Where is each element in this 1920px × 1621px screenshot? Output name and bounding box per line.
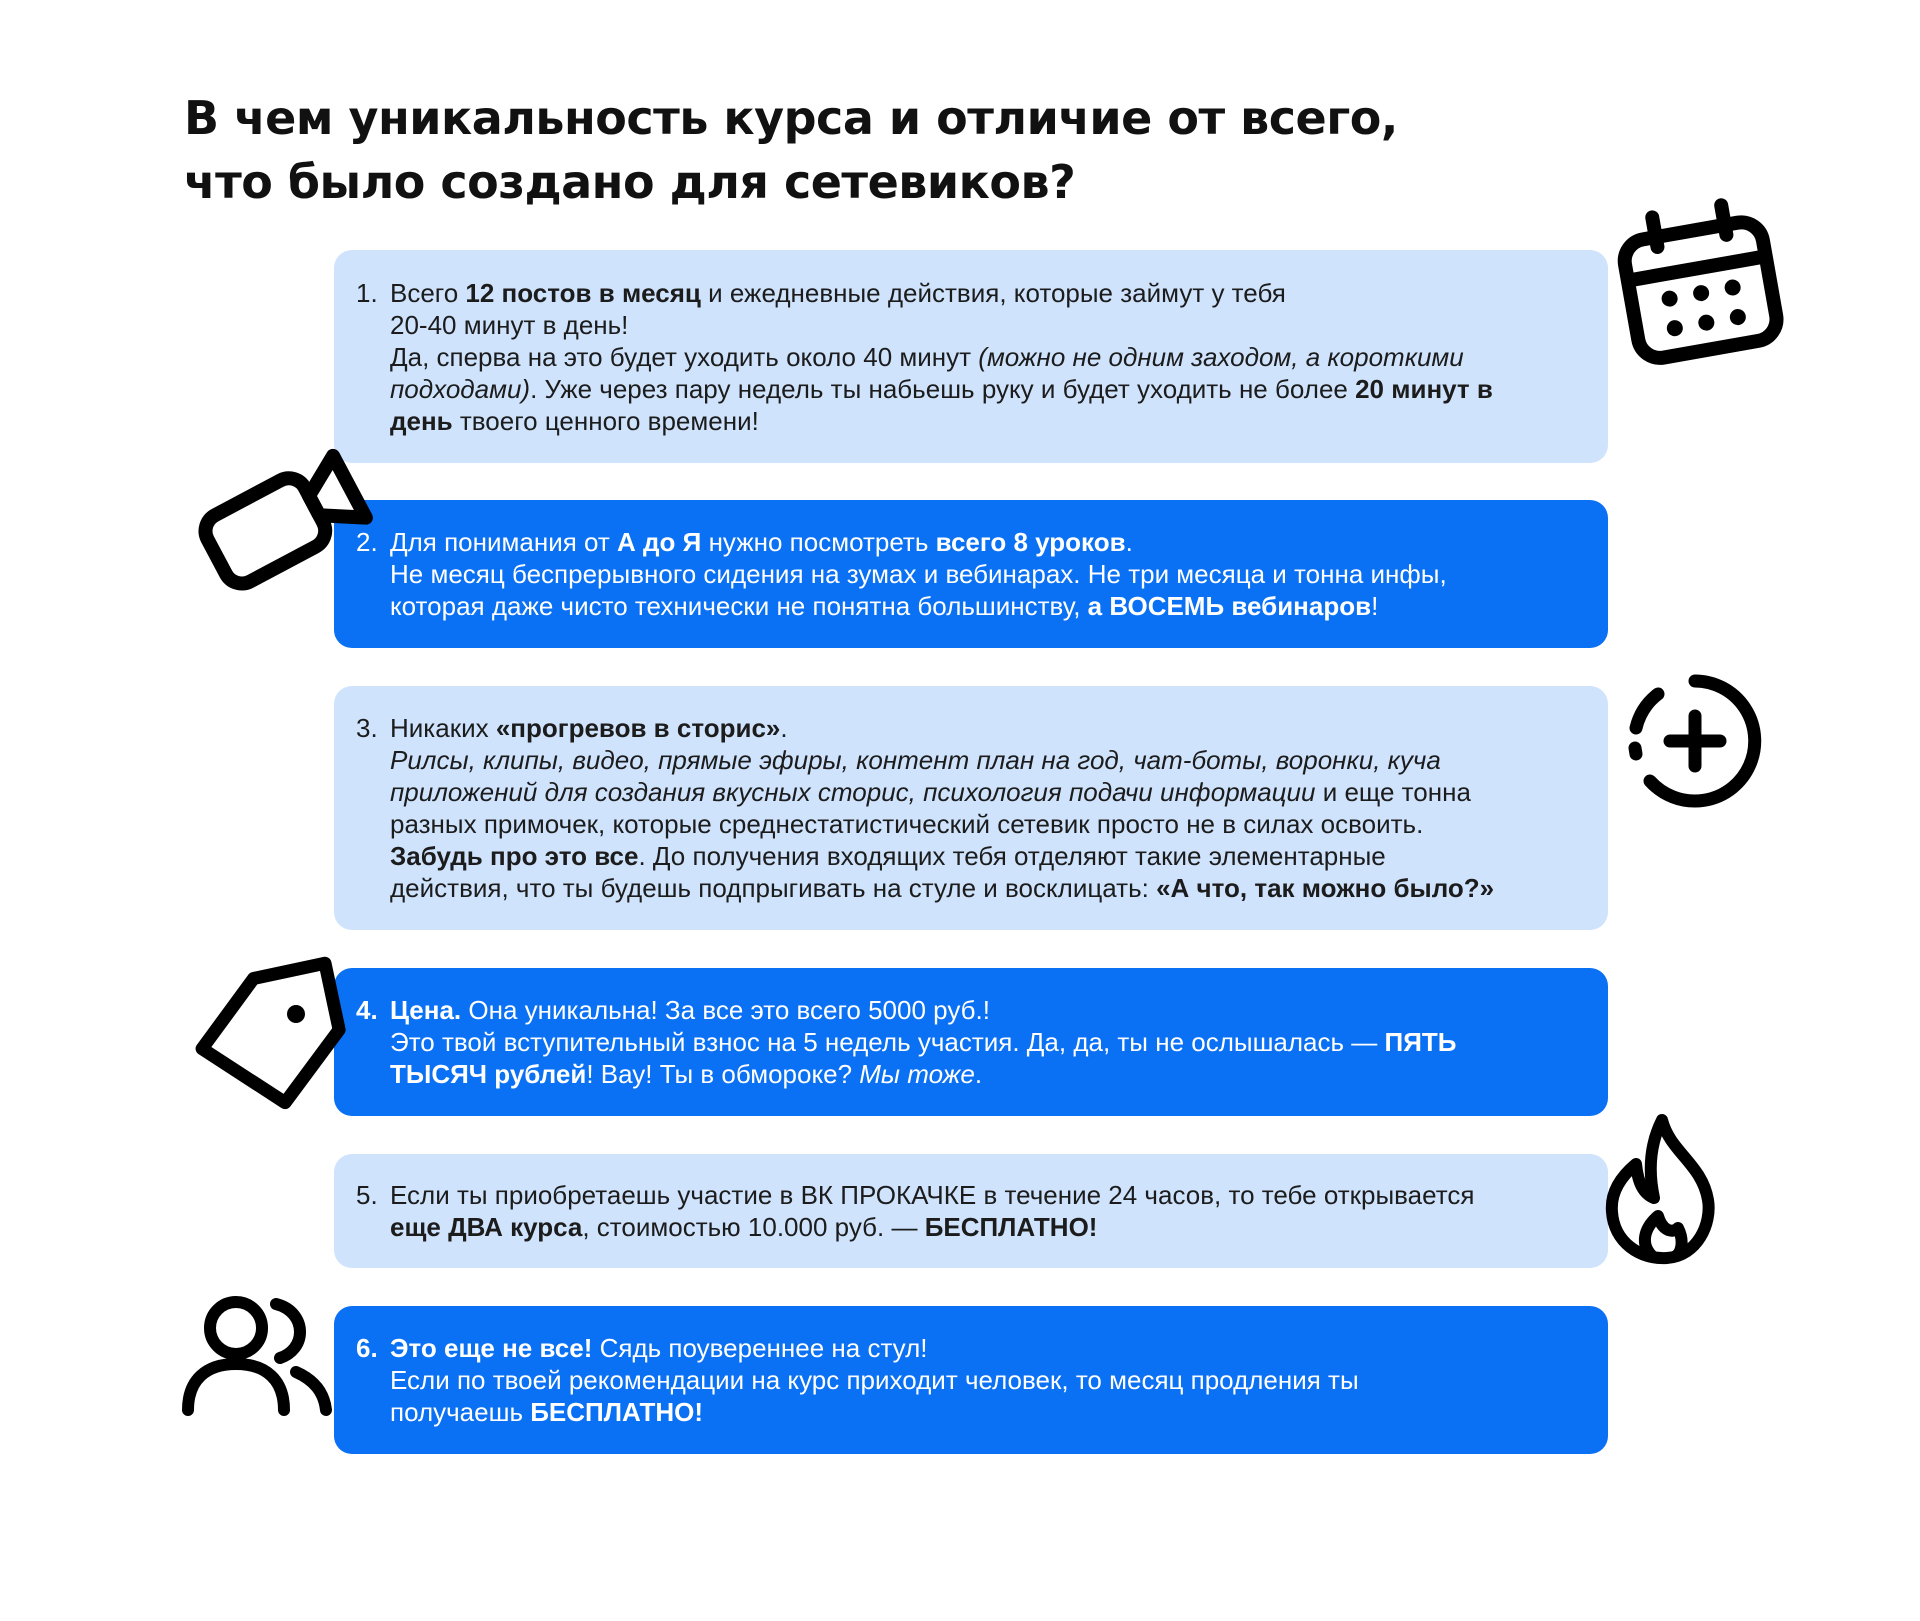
text-line: [390, 558, 1447, 590]
feature-card-2: [334, 500, 1608, 648]
item-number: 4.: [356, 995, 378, 1025]
text-line: [390, 808, 1494, 840]
text-line: [390, 309, 1493, 341]
bold-text: БЕСПЛАТНО!: [924, 1212, 1098, 1242]
price-tag-icon: [182, 956, 362, 1116]
item-number: 6.: [356, 1333, 378, 1363]
text-line: [390, 405, 1493, 437]
text-line: [390, 872, 1494, 904]
text-line: [390, 776, 1494, 808]
text-segment: !: [1371, 591, 1379, 621]
text-line: [390, 277, 1493, 309]
feature-card-6: [334, 1306, 1608, 1454]
item-text: [390, 277, 1493, 437]
italic-text: Мы тоже: [859, 1059, 975, 1089]
text-line: [390, 1396, 1359, 1428]
text-segment: Если по твоей рекомендации на курс приходит человек, то месяц продления ты: [390, 1365, 1359, 1395]
item-text: [390, 526, 1447, 622]
text-segment: получаешь: [390, 1397, 531, 1427]
text-line: [390, 1332, 1359, 1364]
item-number: 5.: [356, 1180, 378, 1210]
text-segment: Сядь поувереннее на стул!: [592, 1333, 928, 1363]
text-line: [390, 1026, 1456, 1058]
bold-text: ПЯТЬ: [1384, 1027, 1457, 1057]
feature-card-1: [334, 250, 1608, 463]
bold-text: а ВОСЕМЬ вебинаров: [1087, 591, 1372, 621]
text-line: [390, 1364, 1359, 1396]
text-segment: твоего ценного времени!: [452, 405, 759, 436]
text-segment: 20-40 минут в день!: [390, 309, 629, 340]
feature-card-5: [334, 1154, 1608, 1268]
bold-text: Цена.: [390, 995, 462, 1025]
text-segment: , стоимостью 10.000 руб. —: [582, 1212, 925, 1242]
video-camera-icon: [188, 444, 368, 594]
feature-card-3: [334, 686, 1608, 930]
text-segment: Никаких: [390, 713, 496, 743]
text-line: [390, 840, 1494, 872]
text-segment: действия, что ты будешь подпрыгивать на стуле и восклицать:: [390, 873, 1157, 903]
bold-text: еще ДВА курса: [390, 1212, 583, 1242]
item-text: [390, 712, 1494, 904]
text-segment: Не месяц беспрерывного сидения на зумах и вебинарах. Не три месяца и тонна инфы,: [390, 559, 1447, 589]
text-line: [390, 994, 1456, 1026]
text-line: [390, 712, 1494, 744]
text-line: [390, 1058, 1456, 1090]
page-title: [184, 86, 1398, 214]
text-segment: Да, сперва на это будет уходить около 40 минут: [390, 341, 979, 372]
bold-text: 20 минут в: [1355, 373, 1493, 404]
title-line-1: В чем уникальность курса и отличие от всего,: [184, 91, 1398, 145]
text-segment: и ежедневные действия, которые займут у тебя: [700, 277, 1286, 308]
text-line: [390, 744, 1494, 776]
text-line: [390, 373, 1493, 405]
item-number: 3.: [356, 713, 378, 743]
bold-text: Забудь про это все: [390, 841, 639, 871]
text-segment: разных примочек, которые среднестатистический сетевик просто не в силах освоить.: [390, 809, 1424, 839]
text-segment: и еще тонна: [1315, 777, 1471, 807]
text-segment: которая даже чисто технически не понятна большинству,: [390, 591, 1088, 621]
add-circle-icon: [1620, 666, 1770, 816]
bold-text: Это еще не все!: [390, 1333, 593, 1363]
bold-text: ТЫСЯЧ рублей: [390, 1059, 587, 1089]
text-segment: . До получения входящих тебя отделяют такие элементарные: [638, 841, 1386, 871]
text-segment: Для понимания от: [390, 527, 618, 557]
text-segment: Это твой вступительный взнос на 5 недель участия. Да, да, ты не ослышалась —: [390, 1027, 1385, 1057]
text-line: [390, 1211, 1474, 1243]
text-segment: . Уже через пару недель ты набьешь руку и будет уходить не более: [530, 373, 1356, 404]
item-number: 1.: [356, 277, 378, 308]
item-text: [390, 1332, 1359, 1428]
italic-text: Рилсы, клипы, видео, прямые эфиры, контент план на год, чат-боты, воронки, куча: [390, 745, 1441, 775]
bold-text: «А что, так можно было?»: [1156, 873, 1495, 903]
text-segment: .: [974, 1059, 983, 1089]
text-segment: .: [1125, 527, 1133, 557]
bold-text: БЕСПЛАТНО!: [530, 1397, 703, 1427]
calendar-icon: [1602, 188, 1802, 388]
text-line: [390, 1179, 1474, 1211]
text-line: [390, 341, 1493, 373]
users-icon: [178, 1288, 338, 1418]
item-text: [390, 994, 1456, 1090]
feature-card-4: [334, 968, 1608, 1116]
bold-text: всего 8 уроков: [935, 527, 1126, 557]
text-segment: ! Вау! Ты в обмороке?: [586, 1059, 860, 1089]
text-segment: .: [780, 713, 788, 743]
text-segment: нужно посмотреть: [701, 527, 936, 557]
italic-text: подходами): [390, 373, 531, 404]
bold-text: «прогревов в сторис»: [495, 713, 781, 743]
bold-text: 12 постов в месяц: [465, 277, 701, 308]
bold-text: А до Я: [617, 527, 702, 557]
text-segment: Всего: [390, 277, 466, 308]
text-segment: Она уникальна! За все это всего 5000 руб.!: [461, 995, 990, 1025]
italic-text: приложений для создания вкусных сторис, психология подачи информации: [390, 777, 1316, 807]
bold-text: день: [390, 405, 453, 436]
fire-icon: [1592, 1106, 1742, 1276]
text-segment: Если ты приобретаешь участие в ВК ПРОКАЧКЕ в течение 24 часов, то тебе открывается: [390, 1180, 1475, 1210]
italic-text: (можно не одним заходом, а короткими: [978, 341, 1464, 372]
title-line-2: что было создано для сетевиков?: [184, 155, 1076, 209]
item-text: [390, 1179, 1474, 1243]
item-number: 2.: [356, 527, 378, 557]
text-line: [390, 590, 1447, 622]
text-line: [390, 526, 1447, 558]
